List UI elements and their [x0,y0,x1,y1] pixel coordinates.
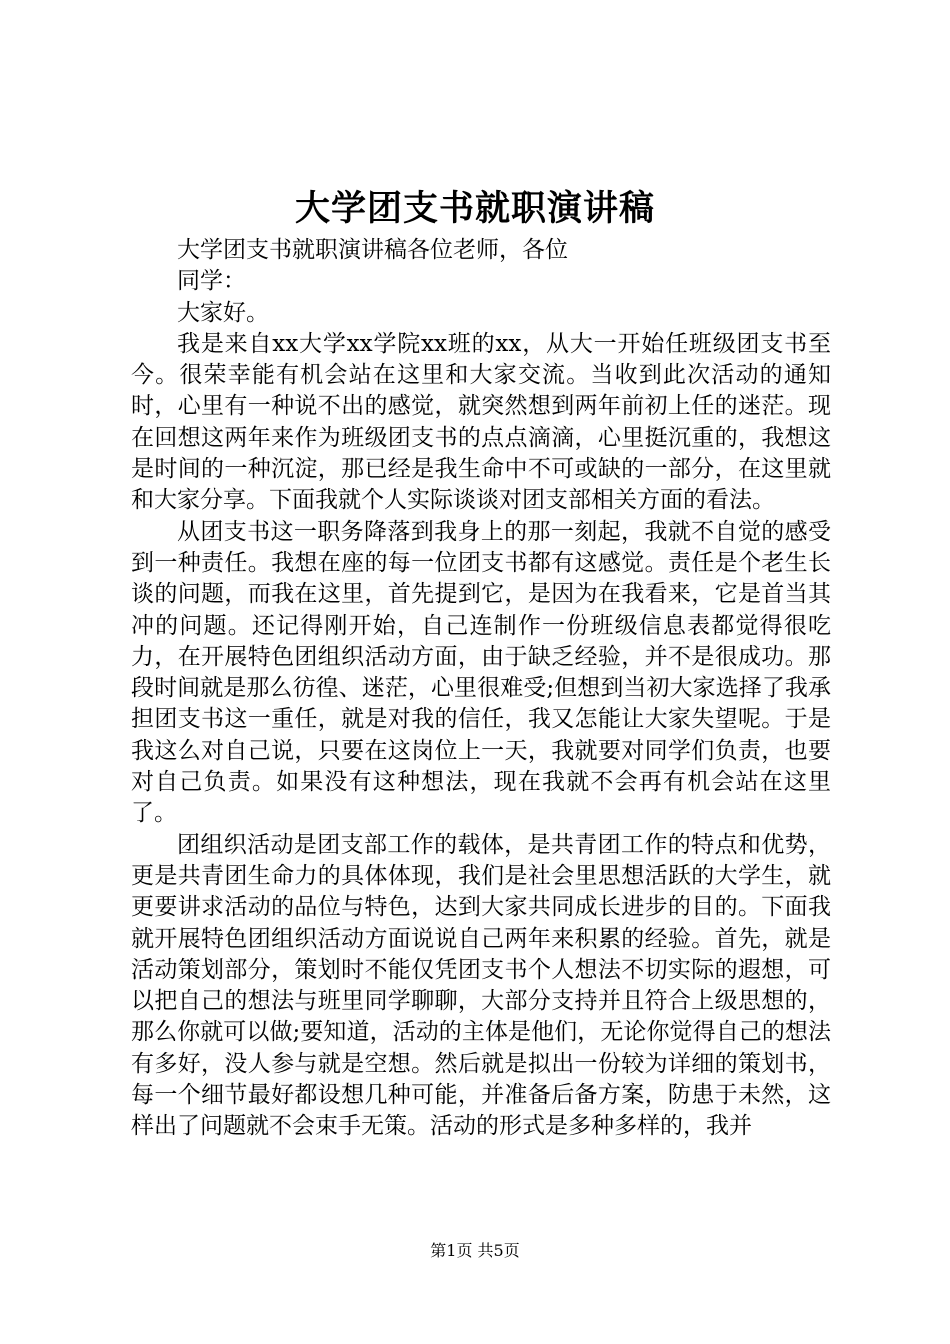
paragraph-greeting-continued: 同学： [177,268,246,295]
document-body [131,235,831,1143]
paragraph-greeting: 大学团支书就职演讲稿各位老师，各位 [177,237,568,263]
paragraph-introduction: 我是来自xx大学xx学院xx班的xx，从大一开始任班级团支书至今。很荣幸能有机会站在这里和大家交流。当收到此次活动的通知时，心里有一种说不出的感觉，就突然想到两年前初上任的迷茫。现在回想这两年来作为班级团支书的点点滴滴，心里挺沉重的，我想这是时间的一种沉淀，那已经是我生命中不可或缺的一部分，在这里就和大家分享。下面我就个人实际谈谈对团支部相关方面的看法。 [131,330,831,514]
paragraph-hello: 大家好。 [177,299,269,326]
paragraph-responsibility: 从团支书这一职务降落到我身上的那一刻起，我就不自觉的感受到一种责任。我想在座的每一位团支书都有这感觉。责任是个老生长谈的问题，而我在这里，首先提到它，是因为在我看来，它是首当其冲的问题。还记得刚开始，自己连制作一份班级信息表都觉得很吃力，在开展特色团组织活动方面，由于缺乏经验，并不是很成功。那段时间就是那么彷徨、迷茫，心里很难受;但想到当初大家选择了我承担团支书这一重任，就是对我的信任，我又怎能让大家失望呢。于是我这么对自己说，只要在这岗位上一天，我就要对同学们负责，也要对自己负责。如果没有这种想法，现在我就不会再有机会站在这里了。 [131,518,831,827]
page-number-footer: 第1页 共5页 [430,1241,520,1260]
document-title: 大学团支书就职演讲稿 [294,188,655,229]
paragraph-activities: 团组织活动是团支部工作的载体，是共青团工作的特点和优势，更是共青团生命力的具体体现，我们是社会里思想活跃的大学生，就更要讲求活动的品位与特色，达到大家共同成长进步的目的。下面我就开展特色团组织活动方面说说自己两年来积累的经验。首先，就是活动策划部分，策划时不能仅凭团支书个人想法不切实际的遐想，可以把自己的想法与班里同学聊聊，大部分支持并且符合上级思想的，那么你就可以做;要知道，活动的主体是他们，无论你觉得自己的想法有多好，没人参与就是空想。然后就是拟出一份较为详细的策划书，每一个细节最好都设想几种可能，并准备后备方案，防患于未然，这样出了问题就不会束手无策。活动的形式是多种多样的，我并 [131,831,831,1140]
